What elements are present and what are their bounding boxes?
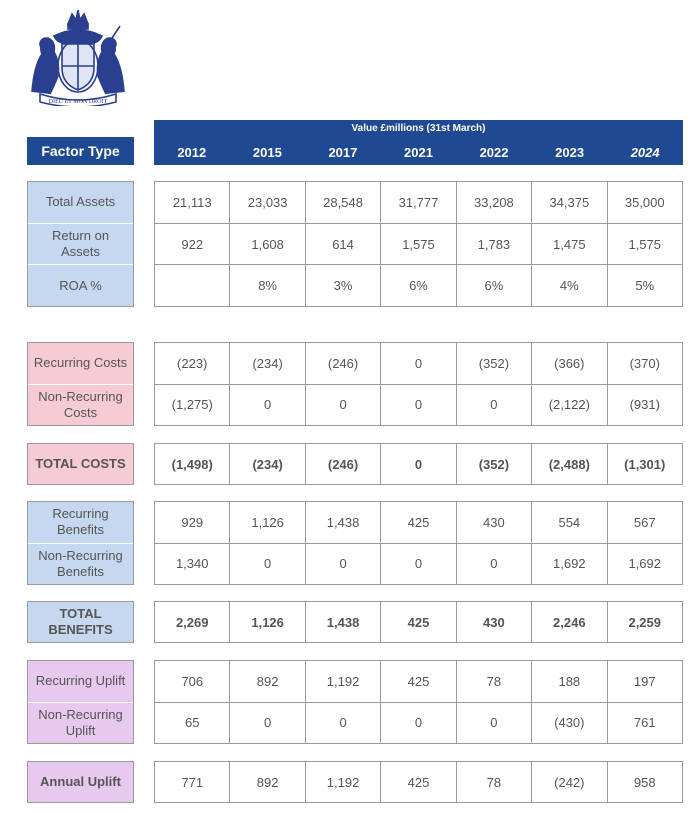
value-cell-2024: 1,575 [607,224,682,265]
value-cell-2021: 425 [380,661,455,702]
value-cell-2024: (370) [607,343,682,384]
value-cell-2012: 65 [184,715,200,731]
value-cell-2021: 1,575 [380,224,455,265]
row-label: Non-Recurring Uplift [28,702,133,744]
table-row [155,602,682,642]
value-cell-2017: 1,192 [305,762,380,802]
value-cell-2017: (246) [305,343,380,384]
value-cell-2021: 0 [380,444,455,484]
year-2017: 2017 [328,145,358,160]
value-cell-2023: 4% [531,265,606,306]
value-cell-2021: 0 [380,343,455,384]
value-cell-2021: 0 [380,385,455,426]
value-cell-2024: 197 [607,661,682,702]
row-label: Return on Assets [28,223,133,265]
value-cell-2024: 958 [607,762,682,802]
value-cell-2015: 1,608 [229,224,304,265]
factor-values [154,660,683,744]
value-cell-2012: (223) [177,355,208,371]
row-label: Recurring Uplift [35,673,126,689]
factor-values [154,501,683,585]
factor-labels [27,601,134,643]
value-cell-2022: 0 [456,385,531,426]
value-cell-2012: (1,498) [171,456,213,472]
value-cell-2021: 425 [380,502,455,543]
table-row [155,384,682,426]
factor-labels [27,761,134,803]
row-label: TOTAL COSTS [35,456,126,471]
factor-labels [27,660,134,744]
factor-values [154,761,683,803]
royal-coat-of-arms-icon [24,6,132,106]
value-cell-2021: 6% [380,265,455,306]
value-cell-2024: 1,692 [607,544,682,585]
value-cell-2022: 6% [456,265,531,306]
factor-labels [27,443,134,485]
year-columns [154,145,683,160]
value-cell-2024: 5% [607,265,682,306]
table-row [155,702,682,744]
value-cell-2012: 1,340 [175,556,209,572]
value-cell-2012: 706 [181,673,204,689]
value-cell-2024: 35,000 [607,182,682,223]
value-cell-2017: (246) [305,444,380,484]
row-label: TOTAL BENEFITS [48,606,113,637]
value-cell-2017: 614 [305,224,380,265]
value-cell-2012: 2,269 [175,614,209,630]
year-2012: 2012 [177,145,207,160]
value-cell-2015: 892 [229,762,304,802]
value-cell-2021: 425 [380,602,455,642]
table-row [155,502,682,543]
factor-labels [27,501,134,585]
row-label: Non-Recurring Costs [28,384,133,426]
value-cell-2017: 28,548 [305,182,380,223]
value-cell-2015: (234) [229,343,304,384]
row-label: ROA % [28,264,133,306]
value-cell-2023: 2,246 [531,602,606,642]
table-row [155,343,682,384]
value-cell-2022: 1,783 [456,224,531,265]
value-cell-2021: 31,777 [380,182,455,223]
factor-type-header [27,137,134,165]
value-cell-2023: 34,375 [531,182,606,223]
year-2015: 2015 [252,145,282,160]
factor-values [154,443,683,485]
value-cell-2012: 21,113 [172,194,212,210]
value-cell-2017: 0 [305,385,380,426]
value-cell-2012 [155,265,229,306]
value-cell-2021: 0 [380,703,455,744]
value-cell-2012: 771 [181,774,204,790]
value-cell-2023: (366) [531,343,606,384]
value-cell-2015: 0 [229,544,304,585]
value-cell-2017: 0 [305,703,380,744]
value-cell-2022: 0 [456,703,531,744]
value-cell-2024: 2,259 [607,602,682,642]
value-cell-2017: 3% [305,265,380,306]
value-cell-2015: 1,126 [229,502,304,543]
value-cell-2022: 78 [456,762,531,802]
value-cell-2022: (352) [456,444,531,484]
table-row [155,182,682,223]
value-cell-2012: (1,275) [171,397,213,413]
table-row [155,264,682,306]
value-cell-2022: 78 [456,661,531,702]
table-row [155,543,682,585]
years-header [154,120,683,165]
value-cell-2023: 1,475 [531,224,606,265]
factor-values [154,601,683,643]
value-cell-2024: (1,301) [607,444,682,484]
value-cell-2022: 33,208 [456,182,531,223]
value-cell-2022: 430 [456,502,531,543]
crest-motto: DIEU ET MON DROIT [48,99,108,105]
value-cell-2023: (242) [531,762,606,802]
factor-type-label: Factor Type [41,143,120,159]
value-cell-2015: 23,033 [229,182,304,223]
value-cell-2021: 425 [380,762,455,802]
value-cell-2017: 1,192 [305,661,380,702]
value-cell-2017: 1,438 [305,502,380,543]
factor-labels [27,181,134,307]
year-2022: 2022 [479,145,509,160]
value-cell-2015: 1,126 [229,602,304,642]
row-label: Non-Recurring Benefits [28,543,133,585]
value-cell-2023: 188 [531,661,606,702]
value-cell-2023: (2,122) [531,385,606,426]
value-cell-2012: 929 [181,514,204,530]
row-label: Total Assets [45,194,116,210]
table-row [155,444,682,484]
value-cell-2015: 8% [229,265,304,306]
value-cell-2015: (234) [229,444,304,484]
row-label: Annual Uplift [40,774,121,789]
value-cell-2012: 922 [181,236,204,252]
value-cell-2017: 0 [305,544,380,585]
value-cell-2023: 554 [531,502,606,543]
value-cell-2015: 0 [229,703,304,744]
factor-values [154,181,683,307]
value-cell-2015: 892 [229,661,304,702]
value-cell-2023: 1,692 [531,544,606,585]
value-cell-2024: 567 [607,502,682,543]
value-cell-2017: 1,438 [305,602,380,642]
value-cell-2021: 0 [380,544,455,585]
value-caption: Value £millions (31st March) [351,123,486,134]
value-cell-2024: 761 [607,703,682,744]
row-label: Recurring Benefits [52,506,109,538]
table-row [155,762,682,802]
table-row [155,661,682,702]
value-cell-2024: (931) [607,385,682,426]
value-cell-2023: (430) [531,703,606,744]
value-cell-2015: 0 [229,385,304,426]
year-2024: 2024 [630,145,660,160]
value-cell-2023: (2,488) [531,444,606,484]
value-cell-2022: 430 [456,602,531,642]
table-row [155,223,682,265]
value-cell-2022: (352) [456,343,531,384]
row-label: Recurring Costs [33,355,128,371]
factor-labels [27,342,134,426]
factor-values [154,342,683,426]
value-cell-2022: 0 [456,544,531,585]
year-2021: 2021 [404,145,433,160]
year-2023: 2023 [555,145,585,160]
